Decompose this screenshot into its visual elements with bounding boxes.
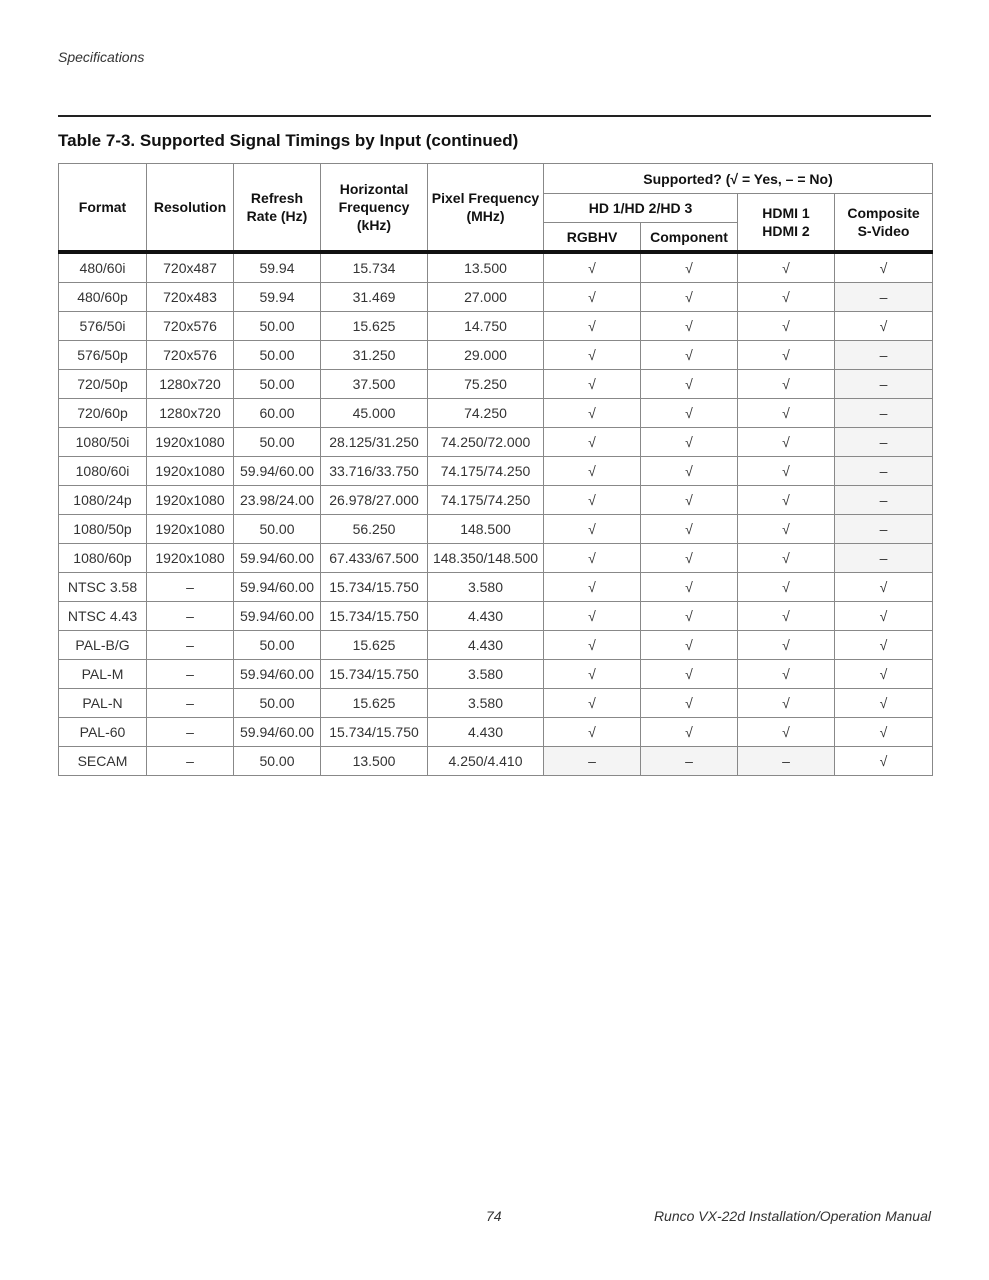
table-row (59, 283, 933, 312)
table-cell: 1080/24p (59, 486, 147, 515)
table-cell: √ (738, 602, 835, 631)
table-row (59, 573, 933, 602)
table-cell: √ (641, 631, 738, 660)
table-cell: – (544, 747, 641, 776)
table-cell: 4.430 (428, 631, 544, 660)
table-cell: – (835, 457, 933, 486)
table-cell: √ (641, 370, 738, 399)
header-composite-label: Composite (847, 205, 920, 221)
table-cell: 74.250 (428, 399, 544, 428)
table-cell: √ (738, 573, 835, 602)
table-cell: 50.00 (234, 341, 321, 370)
table-cell: 15.625 (321, 631, 428, 660)
table-cell: 1920x1080 (147, 486, 234, 515)
table-cell: √ (738, 312, 835, 341)
table-cell: – (835, 428, 933, 457)
table-cell: PAL-N (59, 689, 147, 718)
table-cell: NTSC 3.58 (59, 573, 147, 602)
table-cell: 50.00 (234, 747, 321, 776)
table-cell: 50.00 (234, 689, 321, 718)
table-cell: – (835, 370, 933, 399)
table-cell: 26.978/27.000 (321, 486, 428, 515)
table-cell: NTSC 4.43 (59, 602, 147, 631)
table-cell: √ (641, 602, 738, 631)
table-cell: 480/60p (59, 283, 147, 312)
manual-title: Runco VX-22d Installation/Operation Manual (653, 1208, 931, 1224)
table-cell: 59.94/60.00 (234, 718, 321, 747)
header-hdmi1: HDMI 1 (762, 205, 810, 221)
table-row (59, 457, 933, 486)
table-cell: – (147, 631, 234, 660)
table-cell: 23.98/24.00 (234, 486, 321, 515)
table-cell: 50.00 (234, 631, 321, 660)
table-cell: √ (544, 718, 641, 747)
table-cell: √ (738, 252, 835, 283)
header-composite (835, 194, 933, 253)
table-cell: √ (738, 341, 835, 370)
table-cell: 148.500 (428, 515, 544, 544)
table-cell: √ (544, 602, 641, 631)
table-cell: PAL-B/G (59, 631, 147, 660)
table-cell: √ (835, 718, 933, 747)
table-cell: 15.625 (321, 312, 428, 341)
table-cell: √ (738, 515, 835, 544)
table-cell: 74.175/74.250 (428, 457, 544, 486)
header-hd: HD 1/HD 2/HD 3 (544, 194, 738, 223)
table-cell: √ (835, 689, 933, 718)
table-row (59, 544, 933, 573)
table-cell: √ (835, 631, 933, 660)
table-cell: 480/60i (59, 252, 147, 283)
table-cell: √ (544, 660, 641, 689)
table-cell: PAL-60 (59, 718, 147, 747)
header-supported: Supported? (√ = Yes, – = No) (544, 164, 933, 194)
header-component: Component (641, 223, 738, 253)
table-cell: 720x487 (147, 252, 234, 283)
running-head: Specifications (58, 49, 145, 65)
table-cell: 50.00 (234, 428, 321, 457)
table-cell: – (835, 283, 933, 312)
table-cell: 29.000 (428, 341, 544, 370)
table-cell: √ (738, 689, 835, 718)
table-cell: √ (544, 631, 641, 660)
table-cell: 1080/50i (59, 428, 147, 457)
signal-timings-table (58, 163, 933, 776)
table-cell: √ (641, 457, 738, 486)
table-cell: √ (544, 399, 641, 428)
table-cell: 59.94/60.00 (234, 544, 321, 573)
table-cell: 148.350/148.500 (428, 544, 544, 573)
header-resolution: Resolution (147, 164, 234, 253)
table-row (59, 689, 933, 718)
table-cell: 4.430 (428, 602, 544, 631)
table-cell: 13.500 (321, 747, 428, 776)
table-cell: √ (641, 252, 738, 283)
table-cell: √ (544, 486, 641, 515)
table-row (59, 428, 933, 457)
table-cell: 1920x1080 (147, 515, 234, 544)
table-cell: √ (641, 283, 738, 312)
table-cell: √ (835, 573, 933, 602)
table-cell: 50.00 (234, 370, 321, 399)
table-cell: √ (544, 312, 641, 341)
table-cell: 27.000 (428, 283, 544, 312)
table-cell: 720x483 (147, 283, 234, 312)
table-cell: – (147, 718, 234, 747)
table-cell: 3.580 (428, 573, 544, 602)
table-row (59, 747, 933, 776)
table-cell: 59.94/60.00 (234, 457, 321, 486)
table-cell: √ (738, 660, 835, 689)
table-cell: √ (641, 428, 738, 457)
table-cell: – (147, 573, 234, 602)
table-cell: 15.734/15.750 (321, 660, 428, 689)
table-cell: 720/60p (59, 399, 147, 428)
table-cell: √ (544, 341, 641, 370)
header-hdmi (738, 194, 835, 253)
table-cell: √ (738, 370, 835, 399)
table-cell: √ (738, 486, 835, 515)
table-cell: √ (835, 312, 933, 341)
table-row (59, 370, 933, 399)
table-cell: 75.250 (428, 370, 544, 399)
table-cell: 33.716/33.750 (321, 457, 428, 486)
table-cell: √ (835, 660, 933, 689)
table-cell: 14.750 (428, 312, 544, 341)
table-cell: SECAM (59, 747, 147, 776)
table-cell: 15.734/15.750 (321, 602, 428, 631)
table-cell: √ (641, 312, 738, 341)
table-cell: 720/50p (59, 370, 147, 399)
header-refresh-rate: Refresh Rate (Hz) (234, 164, 321, 253)
table-cell: – (641, 747, 738, 776)
table-cell: √ (544, 283, 641, 312)
table-cell: √ (641, 689, 738, 718)
table-cell: 59.94/60.00 (234, 660, 321, 689)
header-rgbhv: RGBHV (544, 223, 641, 253)
table-row (59, 341, 933, 370)
table-cell: √ (738, 283, 835, 312)
table-row (59, 718, 933, 747)
table-cell: 56.250 (321, 515, 428, 544)
table-cell: 15.734/15.750 (321, 718, 428, 747)
table-cell: – (738, 747, 835, 776)
table-cell: √ (641, 399, 738, 428)
header-pixel-frequency: Pixel Frequency (MHz) (428, 164, 544, 253)
table-cell: 15.734 (321, 252, 428, 283)
table-cell: 15.734/15.750 (321, 573, 428, 602)
table-cell: 59.94/60.00 (234, 573, 321, 602)
table-cell: √ (738, 457, 835, 486)
table-cell: √ (544, 457, 641, 486)
table-cell: √ (835, 252, 933, 283)
table-row (59, 631, 933, 660)
table-cell: 59.94/60.00 (234, 602, 321, 631)
table-cell: 1080/60i (59, 457, 147, 486)
table-cell: 31.250 (321, 341, 428, 370)
table-cell: √ (544, 515, 641, 544)
table-cell: √ (544, 252, 641, 283)
table-cell: 28.125/31.250 (321, 428, 428, 457)
table-cell: √ (544, 370, 641, 399)
table-cell: 1920x1080 (147, 544, 234, 573)
table-cell: 720x576 (147, 341, 234, 370)
table-cell: 3.580 (428, 689, 544, 718)
table-cell: √ (738, 631, 835, 660)
table-cell: 31.469 (321, 283, 428, 312)
table-row (59, 252, 933, 283)
table-row (59, 486, 933, 515)
table-cell: √ (641, 660, 738, 689)
table-cell: √ (641, 573, 738, 602)
table-cell: – (147, 660, 234, 689)
header-format: Format (59, 164, 147, 253)
table-cell: 4.250/4.410 (428, 747, 544, 776)
table-cell: 60.00 (234, 399, 321, 428)
table-row (59, 660, 933, 689)
table-cell: PAL-M (59, 660, 147, 689)
table-caption: Table 7-3. Supported Signal Timings by Input (continued) (58, 131, 519, 150)
table-cell: √ (544, 573, 641, 602)
table-cell: 1920x1080 (147, 428, 234, 457)
table-cell: 67.433/67.500 (321, 544, 428, 573)
page-number: 74 (486, 1208, 502, 1224)
table-cell: 74.250/72.000 (428, 428, 544, 457)
table-cell: 1280x720 (147, 370, 234, 399)
table-cell: 74.175/74.250 (428, 486, 544, 515)
table-cell: – (147, 602, 234, 631)
table-cell: 1080/50p (59, 515, 147, 544)
table-cell: 59.94 (234, 252, 321, 283)
table-cell: – (835, 544, 933, 573)
table-cell: √ (641, 341, 738, 370)
table-cell: √ (641, 515, 738, 544)
header-horizontal-frequency: Horizontal Frequency (kHz) (321, 164, 428, 253)
table-row (59, 602, 933, 631)
table-cell: √ (641, 718, 738, 747)
table-cell: √ (738, 718, 835, 747)
table-cell: 576/50i (59, 312, 147, 341)
table-cell: 50.00 (234, 312, 321, 341)
table-cell: – (147, 747, 234, 776)
table-cell: 720x576 (147, 312, 234, 341)
table-body (59, 252, 933, 776)
header-svideo-label: S-Video (857, 223, 910, 239)
table-cell: – (835, 515, 933, 544)
table-cell: 1080/60p (59, 544, 147, 573)
table-cell: √ (738, 544, 835, 573)
table-cell: 50.00 (234, 515, 321, 544)
table-cell: √ (835, 602, 933, 631)
table-cell: – (835, 486, 933, 515)
table-cell: 15.625 (321, 689, 428, 718)
table-cell: √ (544, 544, 641, 573)
table-cell: – (147, 689, 234, 718)
table-cell: 13.500 (428, 252, 544, 283)
table-cell: 37.500 (321, 370, 428, 399)
table-row (59, 399, 933, 428)
header-rule (58, 115, 931, 117)
table-cell: – (835, 399, 933, 428)
table-row (59, 312, 933, 341)
table-cell: 45.000 (321, 399, 428, 428)
table-cell: √ (641, 486, 738, 515)
table-cell: √ (544, 428, 641, 457)
table-cell: – (835, 341, 933, 370)
table-row (59, 515, 933, 544)
table-cell: √ (835, 747, 933, 776)
table-cell: √ (738, 399, 835, 428)
table-cell: √ (641, 544, 738, 573)
table-cell: 1280x720 (147, 399, 234, 428)
header-hdmi2: HDMI 2 (762, 223, 810, 239)
table-cell: 59.94 (234, 283, 321, 312)
table-cell: 1920x1080 (147, 457, 234, 486)
table-cell: 576/50p (59, 341, 147, 370)
table-cell: √ (738, 428, 835, 457)
table-cell: 4.430 (428, 718, 544, 747)
table-cell: √ (544, 689, 641, 718)
table-cell: 3.580 (428, 660, 544, 689)
